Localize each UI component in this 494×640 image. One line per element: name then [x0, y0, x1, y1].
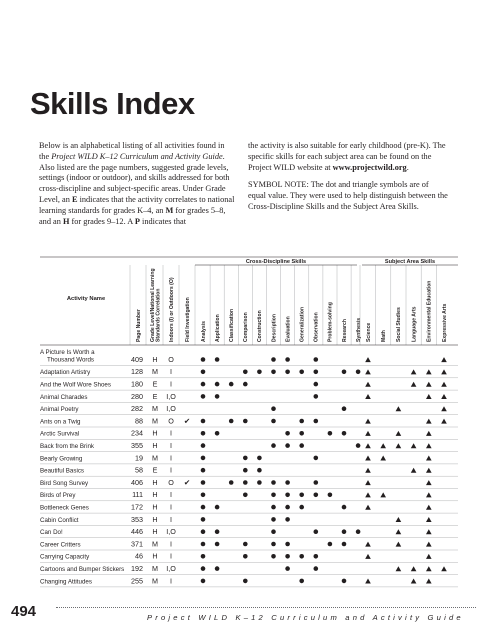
page-number: 409	[131, 354, 143, 364]
field-investigation-check: ✔	[183, 416, 191, 426]
column-header: Page Number	[135, 309, 142, 342]
skill-triangle	[426, 394, 432, 399]
activity-name: And the Wolf Wore Shoes	[40, 381, 111, 389]
skill-triangle	[365, 554, 371, 559]
skill-dot	[299, 505, 304, 510]
indoor-outdoor: I	[170, 490, 172, 500]
indoor-outdoor: I,O	[166, 391, 176, 401]
grade-level: H	[152, 490, 158, 500]
skill-triangle	[426, 505, 432, 510]
skill-triangle	[380, 456, 386, 461]
page-number: 192	[131, 564, 143, 573]
skill-dot	[342, 406, 347, 411]
activity-name: Changing Attitudes	[40, 578, 92, 586]
column-header: Problem-solving	[327, 302, 334, 342]
column-header: Evaluation	[285, 316, 292, 342]
skill-dot	[201, 542, 206, 547]
skill-triangle	[365, 480, 371, 485]
skill-dot	[201, 579, 206, 584]
skill-dot	[271, 542, 276, 547]
intro-text-run: H	[62, 216, 70, 226]
grade-level: H	[152, 428, 158, 438]
skill-dot	[285, 443, 290, 448]
skill-dot	[243, 382, 248, 387]
skill-dot	[271, 529, 276, 534]
indoor-outdoor: I	[170, 428, 172, 438]
skill-dot	[314, 566, 319, 571]
indoor-outdoor: O	[168, 354, 174, 364]
activity-name: Birds of Prey	[40, 492, 76, 500]
skill-dot	[356, 370, 361, 375]
indoor-outdoor: I,O	[166, 404, 176, 414]
skill-triangle	[396, 542, 402, 547]
skill-dot	[285, 431, 290, 436]
activity-name: Beautiful Basics	[40, 467, 85, 475]
skill-dot	[314, 382, 319, 387]
page-number: 58	[135, 465, 143, 475]
skill-dot	[342, 505, 347, 510]
skill-triangle	[365, 357, 371, 362]
intro-text-run: for grades 9–12. A	[69, 216, 135, 226]
intro-text-run: .	[406, 162, 409, 172]
column-header: Math	[381, 330, 387, 342]
skill-dot	[299, 554, 304, 559]
grade-level: M	[152, 416, 158, 426]
page-number: 255	[131, 576, 143, 586]
activity-name: A Picture Is Worth a	[40, 349, 95, 357]
page-number: 371	[131, 539, 143, 549]
skill-triangle	[365, 456, 371, 461]
skill-dot	[215, 382, 220, 387]
skill-dot	[201, 456, 206, 461]
skill-triangle	[426, 369, 432, 374]
skill-triangle	[365, 468, 371, 473]
grade-level: H	[152, 354, 158, 364]
intro-text-run: M	[165, 205, 174, 215]
skill-triangle	[411, 382, 417, 387]
skill-dot	[243, 370, 248, 375]
skill-triangle	[365, 492, 371, 497]
activity-name: Cartoons and Bumper Stickers	[40, 566, 125, 573]
skill-triangle	[396, 431, 402, 436]
grade-level: E	[152, 379, 158, 389]
skill-dot	[215, 566, 220, 571]
skill-dot	[314, 394, 319, 399]
indoor-outdoor: I	[170, 502, 172, 512]
skill-dot	[229, 480, 234, 485]
grade-level: E	[152, 465, 158, 475]
column-header: Grade Level/National LearningStandards Correlation	[150, 268, 162, 342]
skill-dot	[215, 542, 220, 547]
skill-triangle	[365, 382, 371, 387]
skill-triangle	[441, 369, 447, 374]
skill-triangle	[441, 406, 447, 411]
indoor-outdoor: I	[170, 379, 172, 389]
column-header: Environmental Education	[426, 280, 433, 342]
skill-dot	[215, 431, 220, 436]
column-header: Classification	[229, 308, 235, 342]
skill-dot	[299, 419, 304, 424]
column-header: Social Studies	[396, 307, 403, 342]
skill-dot	[215, 529, 220, 534]
skill-dot	[271, 406, 276, 411]
skill-dot	[229, 382, 234, 387]
skill-dot	[314, 370, 319, 375]
grade-level: H	[152, 514, 158, 524]
skill-dot	[285, 554, 290, 559]
skill-dot	[201, 517, 206, 522]
skill-dot	[271, 480, 276, 485]
skill-triangle	[426, 566, 432, 571]
skill-triangle	[365, 369, 371, 374]
page-number: 128	[131, 367, 143, 377]
page-number: 280	[131, 391, 143, 401]
skill-triangle	[411, 369, 417, 374]
indoor-outdoor: I	[170, 367, 172, 377]
skill-triangle	[441, 419, 447, 424]
grade-level: M	[152, 539, 158, 549]
skill-triangle	[426, 529, 432, 534]
activity-name: Ants on a Twig	[40, 418, 81, 426]
skill-dot	[201, 480, 206, 485]
skill-dot	[201, 431, 206, 436]
skill-triangle	[441, 566, 447, 571]
activity-name: Animal Charades	[40, 393, 88, 401]
skill-dot	[257, 456, 262, 461]
skill-triangle	[426, 492, 432, 497]
skill-triangle	[365, 505, 371, 510]
skill-dot	[342, 431, 347, 436]
grade-level: H	[152, 441, 158, 450]
skill-dot	[299, 431, 304, 436]
skill-triangle	[365, 579, 371, 584]
skill-dot	[342, 542, 347, 547]
activity-name: Can Do!	[40, 529, 63, 537]
skill-triangle	[426, 554, 432, 559]
skill-triangle	[396, 566, 402, 571]
skill-dot	[356, 443, 361, 448]
column-header: Description	[271, 313, 278, 342]
skill-dot	[201, 566, 206, 571]
skill-dot	[328, 493, 333, 498]
skill-dot	[243, 468, 248, 473]
skill-dot	[243, 554, 248, 559]
skill-dot	[201, 443, 206, 448]
skill-dot	[299, 579, 304, 584]
page-number: 355	[131, 441, 143, 450]
intro-text-run: E	[71, 194, 78, 204]
indoor-outdoor: O	[168, 416, 174, 426]
grade-level: M	[152, 576, 158, 586]
intro-text-run: P	[134, 216, 140, 226]
skill-triangle	[396, 406, 402, 411]
skill-dot	[201, 493, 206, 498]
skill-triangle	[380, 492, 386, 497]
grade-level: M	[152, 404, 158, 414]
skill-triangle	[426, 579, 432, 584]
grade-level: M	[152, 564, 158, 573]
activity-name: Back from the Brink	[40, 443, 94, 450]
skill-triangle	[411, 468, 417, 473]
skill-triangle	[426, 517, 432, 522]
intro-text-run: the activity is also suitable for early childhood (pre-K). The specific skills for each subject area can be found on the Project WILD website at	[248, 141, 446, 172]
skill-dot	[314, 357, 319, 362]
footer-divider	[56, 607, 476, 608]
skill-triangle	[396, 443, 402, 448]
skill-dot	[271, 419, 276, 424]
skill-triangle	[426, 542, 432, 547]
footer-title: Project WILD K–12 Curriculum and Activity Guide	[147, 613, 464, 622]
skill-dot	[201, 419, 206, 424]
activity-name: Bottleneck Genes	[40, 504, 89, 512]
indoor-outdoor: I,O	[166, 564, 176, 573]
skill-triangle	[365, 443, 371, 448]
column-header: Indoors (I) or Outdoors (O)	[168, 277, 175, 342]
skill-triangle	[441, 394, 447, 399]
intro-text-run: indicates that the activity correlates to national learning standards for grades K–4, an	[39, 194, 235, 215]
skill-dot	[271, 493, 276, 498]
skill-dot	[243, 480, 248, 485]
skill-dot	[257, 468, 262, 473]
skill-triangle	[441, 382, 447, 387]
page-number: 88	[135, 416, 143, 426]
column-header: Application	[214, 314, 221, 342]
skill-dot	[271, 554, 276, 559]
skill-dot	[314, 480, 319, 485]
indoor-outdoor: I	[170, 539, 172, 549]
column-header: Research	[341, 319, 348, 342]
indoor-outdoor: I	[170, 441, 172, 450]
intro-text-run: Below is an alphabetical listing of all activities found in the	[39, 141, 225, 161]
skill-dot	[299, 493, 304, 498]
skill-dot	[285, 480, 290, 485]
intro-text-run: www.projectwild.org	[332, 162, 407, 172]
grade-level: H	[152, 551, 158, 561]
skill-dot	[285, 357, 290, 362]
skill-triangle	[426, 382, 432, 387]
skill-dot	[299, 443, 304, 448]
page-number: 19	[135, 453, 143, 463]
column-header: Construction	[257, 310, 264, 342]
skill-dot	[201, 554, 206, 559]
skill-dot	[243, 419, 248, 424]
skill-dot	[243, 542, 248, 547]
intro-text-run: for grades 5–8, and an	[39, 205, 226, 226]
skill-triangle	[441, 357, 447, 362]
skill-triangle	[426, 443, 432, 448]
skill-dot	[215, 357, 220, 362]
grade-level: H	[152, 527, 158, 537]
column-header: Generalization	[299, 306, 306, 342]
column-header: Language Arts	[411, 306, 418, 342]
skill-triangle	[426, 419, 432, 424]
skill-dot	[285, 493, 290, 498]
indoor-outdoor: I	[170, 551, 172, 561]
footer-page-number: 494	[11, 603, 37, 620]
indoor-outdoor: O	[168, 477, 174, 487]
skill-dot	[243, 456, 248, 461]
page-number: 406	[131, 477, 143, 487]
skill-dot	[314, 419, 319, 424]
page-number: 111	[132, 490, 143, 500]
skill-dot	[243, 493, 248, 498]
subject-area-skills-header: Subject Area Skills	[384, 259, 436, 265]
activity-name: Cabin Conflict	[40, 516, 79, 524]
skill-dot	[271, 505, 276, 510]
page-title: Skills Index	[30, 86, 195, 121]
indoor-outdoor: I	[170, 514, 172, 524]
page-number: 172	[131, 502, 143, 512]
skill-dot	[285, 566, 290, 571]
activity-name: Animal Poetry	[40, 406, 79, 414]
skill-triangle	[396, 517, 402, 522]
skill-dot	[285, 505, 290, 510]
skill-dot	[201, 394, 206, 399]
indoor-outdoor: I	[170, 465, 172, 475]
page-number: 446	[131, 527, 143, 537]
skill-triangle	[365, 431, 371, 436]
skill-dot	[314, 456, 319, 461]
page-number: 282	[131, 404, 143, 414]
skill-dot	[328, 542, 333, 547]
skill-dot	[271, 357, 276, 362]
column-header: Science	[365, 322, 372, 342]
skill-triangle	[411, 566, 417, 571]
indoor-outdoor: I	[170, 453, 172, 463]
skill-dot	[271, 443, 276, 448]
column-header: Observation	[313, 312, 320, 342]
skill-dot	[201, 357, 206, 362]
intro-text-run: Project WILD K–12 Curriculum and Activity Guide	[51, 151, 223, 161]
skill-dot	[314, 493, 319, 498]
activity-name: Thousand Words	[47, 356, 95, 364]
skill-triangle	[365, 394, 371, 399]
field-investigation-check: ✔	[183, 477, 191, 487]
skill-triangle	[426, 468, 432, 473]
skill-triangle	[426, 480, 432, 485]
page-number: 234	[131, 428, 143, 438]
column-header: Synthesis	[355, 317, 362, 342]
skill-dot	[342, 579, 347, 584]
column-header: Field Investigation	[184, 297, 191, 342]
skill-dot	[201, 505, 206, 510]
skill-dot	[342, 370, 347, 375]
skill-dot	[328, 431, 333, 436]
activity-name: Career Critters	[40, 541, 81, 549]
skill-triangle	[365, 419, 371, 424]
skill-dot	[257, 370, 262, 375]
grade-level: M	[152, 367, 158, 377]
skill-triangle	[396, 529, 402, 534]
activity-name: Bearly Growing	[40, 455, 83, 463]
skill-dot	[229, 419, 234, 424]
skill-dot	[314, 529, 319, 534]
skill-dot	[201, 468, 206, 473]
skill-dot	[215, 394, 220, 399]
skill-triangle	[411, 443, 417, 448]
indoor-outdoor: I	[170, 576, 172, 586]
skill-triangle	[365, 542, 371, 547]
grade-level: H	[152, 477, 158, 487]
skill-dot	[271, 370, 276, 375]
skill-triangle	[380, 443, 386, 448]
skill-dot	[243, 579, 248, 584]
intro-text-run: indicates that	[139, 216, 187, 226]
skill-dot	[201, 370, 206, 375]
skill-dot	[201, 382, 206, 387]
indoor-outdoor: I,O	[166, 527, 176, 537]
grade-level: M	[152, 453, 158, 463]
activity-name: Carrying Capacity	[40, 553, 90, 561]
skill-dot	[215, 505, 220, 510]
activity-name: Adaptation Artistry	[40, 369, 91, 377]
skill-dot	[285, 542, 290, 547]
skill-dot	[271, 517, 276, 522]
skill-dot	[299, 370, 304, 375]
column-header: Analysis	[200, 321, 207, 342]
skill-dot	[257, 480, 262, 485]
skill-dot	[342, 529, 347, 534]
column-header: Expressive Arts	[441, 303, 448, 342]
activity-name-header: Activity Name	[66, 296, 106, 302]
grade-level: H	[152, 502, 158, 512]
column-header: Comparison	[243, 312, 250, 342]
symbol-note: SYMBOL NOTE: The dot and triangle symbols are of equal value. They were used to help distinguish between the Cross-Discipline Skills and the Subject Area Skills.	[248, 180, 448, 211]
skill-dot	[356, 529, 361, 534]
activity-name: Bird Song Survey	[40, 479, 89, 487]
skill-triangle	[426, 456, 432, 461]
activity-name: Arctic Survival	[40, 430, 80, 438]
skill-dot	[285, 517, 290, 522]
page-number: 180	[131, 379, 143, 389]
skill-triangle	[411, 579, 417, 584]
intro-text-run: . Also listed are the page numbers, suggested grade levels, settings (indoor or outdoor), and skills addressed for both cross-discipline and subject-specific areas. Under Grade Level, an	[39, 151, 230, 204]
page-number: 353	[131, 514, 143, 524]
skill-dot	[201, 529, 206, 534]
cross-discipline-skills-header: Cross-Discipline Skills	[245, 259, 307, 265]
skill-dot	[314, 554, 319, 559]
page-number: 46	[135, 551, 143, 561]
grade-level: E	[152, 391, 158, 401]
skill-dot	[285, 370, 290, 375]
skill-triangle	[426, 431, 432, 436]
